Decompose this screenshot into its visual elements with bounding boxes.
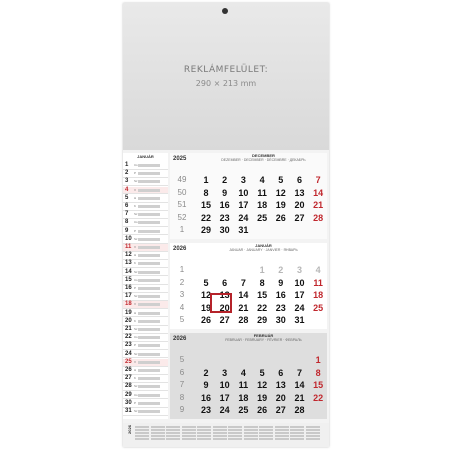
calendar-day[interactable]: 23 bbox=[200, 405, 211, 415]
strip-note-line bbox=[138, 172, 160, 175]
strip-day-number: 22 bbox=[125, 334, 132, 341]
weekday-header bbox=[271, 256, 291, 264]
month-panel-january bbox=[170, 243, 327, 329]
strip-day-number: 19 bbox=[125, 309, 132, 316]
mini-month bbox=[135, 425, 149, 445]
calendar-day[interactable]: 22 bbox=[200, 212, 211, 223]
strip-day-number: 30 bbox=[125, 399, 132, 406]
calendar-day[interactable]: 30 bbox=[219, 225, 230, 235]
strip-day-number: 9 bbox=[125, 227, 129, 234]
calendar-day[interactable]: 29 bbox=[257, 315, 268, 325]
calendar-day[interactable]: 11 bbox=[257, 187, 267, 198]
mini-month bbox=[290, 425, 304, 445]
strip-day-number: 27 bbox=[125, 375, 132, 382]
strip-weekday: Cs bbox=[134, 335, 138, 340]
strip-weekday: H bbox=[134, 195, 137, 200]
weekday-header bbox=[290, 256, 310, 264]
daily-notes-strip bbox=[123, 153, 168, 419]
strip-day-number: 15 bbox=[125, 276, 132, 283]
calendar-day[interactable]: 17 bbox=[294, 290, 305, 300]
strip-day-row bbox=[123, 269, 168, 277]
calendar-day[interactable]: 11 bbox=[313, 277, 323, 288]
calendar-day[interactable]: 25 bbox=[313, 302, 324, 313]
calendar-day[interactable]: 16 bbox=[275, 290, 286, 300]
weekday-header bbox=[252, 166, 272, 174]
mini-month bbox=[151, 425, 165, 445]
strip-day-row bbox=[123, 351, 168, 359]
strip-weekday: Cs bbox=[134, 277, 138, 282]
calendar-day[interactable]: 31 bbox=[294, 315, 305, 325]
strip-note-line bbox=[138, 189, 160, 192]
calendar-day[interactable]: 1 bbox=[203, 175, 209, 185]
calendar-day[interactable]: 13 bbox=[275, 380, 286, 390]
strip-note-line bbox=[138, 320, 160, 323]
calendar-day[interactable]: 25 bbox=[238, 405, 249, 415]
strip-weekday: Cs bbox=[134, 392, 138, 397]
week-number: 50 bbox=[177, 187, 187, 197]
calendar-day[interactable]: 9 bbox=[203, 380, 209, 390]
strip-weekday: Sz bbox=[134, 327, 138, 331]
strip-day-number: 8 bbox=[125, 219, 129, 226]
month-year: 2026 bbox=[173, 246, 187, 252]
strip-day-row bbox=[123, 162, 168, 170]
strip-day-row bbox=[123, 334, 168, 342]
current-day-marker[interactable] bbox=[210, 293, 232, 313]
strip-weekday: P bbox=[134, 343, 137, 348]
strip-day-number: 14 bbox=[125, 268, 132, 275]
advertising-area bbox=[123, 3, 329, 150]
strip-day-row bbox=[123, 310, 168, 318]
strip-note-line bbox=[138, 344, 160, 347]
strip-weekday: P bbox=[134, 400, 137, 405]
weekday-header bbox=[196, 346, 216, 354]
week-number: 9 bbox=[179, 405, 185, 414]
calendar-day[interactable]: 17 bbox=[219, 392, 230, 403]
weekday-header bbox=[215, 256, 235, 264]
calendar-day[interactable]: 4 bbox=[240, 367, 246, 378]
strip-note-line bbox=[138, 180, 160, 183]
calendar-day[interactable]: 12 bbox=[200, 290, 211, 300]
calendar-day[interactable]: 27 bbox=[294, 212, 305, 223]
calendar-day[interactable]: 7 bbox=[240, 277, 246, 288]
calendar-day[interactable]: 14 bbox=[294, 380, 305, 390]
calendar-day[interactable]: 4 bbox=[315, 265, 321, 275]
week-number: 7 bbox=[179, 380, 185, 389]
calendar-day[interactable]: 24 bbox=[294, 302, 305, 313]
strip-note-line bbox=[138, 369, 160, 372]
strip-note-line bbox=[138, 238, 160, 241]
calendar-day[interactable]: 10 bbox=[238, 187, 249, 198]
strip-note-line bbox=[138, 279, 160, 282]
strip-weekday: P bbox=[134, 286, 137, 290]
strip-note-line bbox=[138, 271, 160, 274]
weekday-header bbox=[308, 256, 328, 264]
strip-note-line bbox=[138, 164, 160, 167]
strip-note-line bbox=[138, 254, 160, 257]
mini-month bbox=[182, 425, 196, 445]
month-panel-december bbox=[170, 153, 327, 239]
strip-weekday: Sz bbox=[134, 179, 138, 184]
strip-day-row bbox=[123, 293, 168, 301]
ad-area-title: REKLÁMFELÜLET: bbox=[183, 65, 269, 75]
weekday-header bbox=[196, 256, 216, 264]
week-number: 5 bbox=[179, 315, 185, 324]
calendar-day[interactable]: 10 bbox=[294, 277, 305, 288]
strip-note-line bbox=[138, 205, 160, 208]
strip-note-line bbox=[138, 336, 160, 339]
strip-weekday: Sz bbox=[134, 384, 138, 389]
calendar-day[interactable]: 1 bbox=[315, 355, 321, 365]
calendar-day[interactable]: 5 bbox=[259, 367, 265, 378]
calendar-day[interactable]: 31 bbox=[238, 225, 249, 235]
calendar-day[interactable]: 21 bbox=[294, 392, 305, 403]
strip-note-line bbox=[138, 221, 160, 224]
strip-day-number: 26 bbox=[125, 367, 132, 373]
week-number: 1 bbox=[179, 265, 185, 274]
strip-weekday: P bbox=[134, 228, 137, 233]
calendar-day[interactable]: 19 bbox=[257, 392, 268, 403]
calendar-day[interactable]: 16 bbox=[200, 392, 211, 403]
calendar-day[interactable]: 25 bbox=[257, 212, 268, 223]
week-number: 3 bbox=[179, 290, 185, 299]
calendar-day[interactable]: 3 bbox=[296, 265, 302, 275]
strip-note-line bbox=[138, 303, 160, 306]
strip-note-line bbox=[138, 410, 160, 413]
strip-day-row bbox=[123, 260, 168, 268]
calendar-day[interactable]: 23 bbox=[219, 212, 230, 223]
strip-note-line bbox=[138, 353, 160, 356]
strip-day-number: 3 bbox=[125, 178, 129, 185]
strip-weekday: V bbox=[134, 302, 137, 307]
month-name: FEBRUÁR bbox=[253, 333, 274, 338]
weekday-header bbox=[271, 346, 291, 354]
strip-day-number: 28 bbox=[125, 383, 132, 390]
calendar-day[interactable]: 26 bbox=[257, 405, 268, 415]
mini-month bbox=[166, 425, 180, 445]
strip-day-number: 6 bbox=[125, 203, 129, 209]
strip-note-line bbox=[138, 213, 160, 216]
weekday-header bbox=[290, 346, 310, 354]
calendar-day[interactable]: 21 bbox=[238, 302, 249, 313]
calendar-day[interactable]: 20 bbox=[294, 200, 305, 210]
strip-weekday: P bbox=[134, 171, 137, 176]
strip-day-row bbox=[123, 408, 168, 416]
strip-day-row bbox=[123, 392, 168, 400]
strip-day-number: 17 bbox=[125, 293, 132, 300]
calendar-day[interactable]: 9 bbox=[222, 187, 228, 198]
strip-note-line bbox=[138, 230, 160, 233]
mini-month bbox=[306, 425, 320, 445]
month-header bbox=[170, 153, 327, 166]
calendar-day[interactable]: 9 bbox=[278, 277, 284, 288]
strip-note-line bbox=[138, 402, 160, 405]
weekday-header bbox=[308, 346, 328, 354]
strip-day-number: 20 bbox=[125, 317, 132, 324]
weekday-header bbox=[290, 166, 310, 174]
strip-day-row bbox=[123, 228, 168, 236]
weekday-header bbox=[252, 346, 272, 354]
weekday-header bbox=[252, 256, 272, 264]
weekday-header bbox=[196, 166, 216, 174]
calendar-day[interactable]: 8 bbox=[315, 367, 321, 378]
hanging-hole-icon bbox=[222, 8, 228, 14]
weekday-header bbox=[271, 166, 291, 174]
strip-day-row bbox=[123, 285, 168, 293]
calendar-day[interactable]: 12 bbox=[257, 380, 268, 390]
calendar-day[interactable]: 22 bbox=[313, 392, 324, 403]
week-number: 1 bbox=[179, 225, 185, 234]
calendar-day[interactable]: 28 bbox=[313, 212, 324, 223]
strip-day-row bbox=[123, 277, 168, 285]
week-number: 2 bbox=[179, 277, 185, 287]
strip-note-line bbox=[138, 312, 160, 315]
strip-day-number: 21 bbox=[125, 326, 132, 332]
calendar-day[interactable]: 2 bbox=[278, 265, 284, 275]
calendar-day[interactable]: 6 bbox=[296, 175, 302, 185]
weekday-header bbox=[233, 256, 253, 264]
calendar-day[interactable]: 28 bbox=[238, 315, 249, 325]
calendar-day[interactable]: 5 bbox=[203, 277, 209, 288]
strip-day-number: 13 bbox=[125, 260, 132, 267]
week-number: 4 bbox=[179, 302, 185, 312]
calendar-day[interactable]: 18 bbox=[238, 392, 249, 403]
strip-note-line bbox=[138, 287, 160, 290]
strip-weekday: Sz bbox=[134, 212, 138, 217]
strip-day-row bbox=[123, 178, 168, 186]
strip-weekday: V bbox=[134, 245, 137, 249]
strip-weekday: Sz bbox=[134, 236, 138, 241]
calendar-day[interactable]: 26 bbox=[200, 315, 211, 325]
weekday-header bbox=[215, 166, 235, 174]
strip-day-row bbox=[123, 326, 168, 334]
strip-day-number: 29 bbox=[125, 391, 132, 398]
calendar-day[interactable]: 15 bbox=[313, 380, 324, 390]
calendar-day[interactable]: 6 bbox=[222, 277, 228, 288]
calendar-day[interactable]: 18 bbox=[257, 200, 268, 210]
strip-day-row bbox=[123, 244, 168, 252]
strip-note-line bbox=[138, 328, 160, 331]
calendar-day[interactable]: 2 bbox=[203, 367, 209, 378]
calendar-day[interactable]: 22 bbox=[257, 302, 268, 313]
strip-day-row bbox=[123, 359, 168, 367]
month-header bbox=[170, 333, 327, 346]
calendar-day[interactable]: 18 bbox=[313, 290, 324, 300]
mini-month bbox=[244, 425, 258, 445]
calendar-day[interactable]: 24 bbox=[219, 405, 230, 415]
calendar-day[interactable]: 17 bbox=[238, 200, 249, 210]
mini-month bbox=[275, 425, 289, 445]
strip-day-number: 16 bbox=[125, 285, 132, 291]
calendar-day[interactable]: 5 bbox=[278, 175, 284, 185]
strip-weekday: Sz bbox=[134, 269, 138, 274]
calendar-day[interactable]: 30 bbox=[275, 315, 286, 325]
calendar-day[interactable]: 21 bbox=[313, 200, 324, 210]
weekday-header bbox=[233, 166, 253, 174]
strip-weekday: H bbox=[134, 310, 137, 315]
week-number: 5 bbox=[179, 355, 185, 364]
calendar-day[interactable]: 13 bbox=[294, 187, 305, 198]
calendar-day[interactable]: 27 bbox=[219, 315, 230, 325]
calendar-day[interactable]: 4 bbox=[259, 175, 265, 185]
strip-day-row bbox=[123, 187, 168, 195]
calendar-day[interactable]: 16 bbox=[219, 200, 230, 210]
strip-weekday: H bbox=[134, 253, 137, 258]
mini-month bbox=[213, 425, 227, 445]
mini-month bbox=[228, 425, 242, 445]
calendar-day[interactable]: 19 bbox=[275, 200, 286, 210]
calendar-day[interactable]: 20 bbox=[275, 392, 286, 403]
strip-weekday: Cs bbox=[134, 220, 138, 225]
strip-day-row bbox=[123, 301, 168, 309]
strip-day-row bbox=[123, 219, 168, 227]
strip-day-row bbox=[123, 170, 168, 178]
week-number: 49 bbox=[177, 175, 187, 184]
calendar-day[interactable]: 8 bbox=[259, 277, 265, 288]
week-number: 8 bbox=[179, 392, 185, 402]
calendar-day[interactable]: 26 bbox=[275, 212, 286, 223]
strip-day-number: 2 bbox=[125, 170, 129, 177]
month-year: 2026 bbox=[173, 336, 187, 342]
strip-weekday: Sz bbox=[134, 409, 138, 413]
ad-area-size: 290 × 213 mm bbox=[195, 79, 257, 88]
mini-month bbox=[197, 425, 211, 445]
strip-weekday: K bbox=[134, 376, 137, 381]
strip-month-title: JANUÁR bbox=[137, 154, 154, 159]
strip-note-line bbox=[138, 377, 160, 380]
strip-day-row bbox=[123, 383, 168, 391]
strip-day-row bbox=[123, 342, 168, 350]
strip-day-row bbox=[123, 400, 168, 408]
strip-weekday: K bbox=[134, 318, 137, 323]
strip-weekday: H bbox=[134, 368, 137, 372]
strip-day-number: 11 bbox=[125, 244, 132, 250]
calendar-day[interactable]: 3 bbox=[222, 367, 228, 378]
calendar-day[interactable]: 2 bbox=[222, 175, 228, 185]
calendar-day[interactable]: 13 bbox=[219, 290, 230, 300]
month-name: DECEMBER bbox=[252, 153, 275, 158]
strip-note-line bbox=[138, 262, 160, 265]
strip-day-number: 1 bbox=[125, 162, 129, 168]
strip-day-row bbox=[123, 367, 168, 375]
strip-note-line bbox=[138, 385, 160, 388]
weekday-header bbox=[308, 166, 328, 174]
month-header bbox=[170, 243, 327, 256]
strip-weekday: Sz bbox=[134, 351, 138, 356]
calendar-day[interactable]: 15 bbox=[257, 290, 268, 300]
calendar-day[interactable]: 14 bbox=[238, 290, 249, 300]
yearly-overview-year: 2026 bbox=[126, 425, 132, 434]
strip-day-number: 5 bbox=[125, 194, 129, 201]
strip-day-number: 18 bbox=[125, 301, 132, 308]
week-number: 51 bbox=[177, 200, 187, 209]
strip-day-number: 25 bbox=[125, 358, 132, 365]
calendar-day[interactable]: 1 bbox=[259, 265, 265, 275]
strip-note-line bbox=[138, 394, 160, 397]
strip-day-number: 4 bbox=[125, 186, 129, 193]
mini-month bbox=[259, 425, 273, 445]
strip-weekday: K bbox=[134, 261, 137, 266]
strip-day-row bbox=[123, 375, 168, 383]
calendar-day[interactable]: 20 bbox=[219, 302, 230, 313]
calendar-day[interactable]: 8 bbox=[203, 187, 209, 198]
strip-day-row bbox=[123, 252, 168, 260]
calendar-day[interactable]: 10 bbox=[219, 380, 230, 390]
weekday-header bbox=[215, 346, 235, 354]
calendar-day[interactable]: 23 bbox=[275, 302, 286, 313]
month-name-translations: FEBRUAR · FEBRUARY · FÉVRIER · ФЕВРАЛЬ bbox=[225, 338, 302, 342]
calendar-day[interactable]: 28 bbox=[294, 405, 305, 415]
strip-weekday: Cs bbox=[134, 163, 138, 167]
strip-day-number: 10 bbox=[125, 235, 132, 242]
week-number: 52 bbox=[177, 212, 187, 222]
calendar-day[interactable]: 24 bbox=[238, 212, 249, 223]
calendar-day[interactable]: 27 bbox=[275, 405, 286, 415]
strip-note-line bbox=[138, 361, 160, 364]
calendar-day[interactable]: 11 bbox=[238, 380, 249, 390]
weekday-header bbox=[233, 346, 253, 354]
strip-day-number: 23 bbox=[125, 342, 132, 349]
strip-note-line bbox=[138, 197, 160, 200]
strip-note-line bbox=[138, 246, 160, 249]
strip-day-number: 7 bbox=[125, 211, 129, 218]
strip-weekday: K bbox=[134, 204, 137, 208]
month-year: 2025 bbox=[173, 156, 187, 162]
strip-day-row bbox=[123, 318, 168, 326]
strip-day-number: 31 bbox=[125, 408, 132, 414]
strip-weekday: V bbox=[134, 187, 137, 192]
strip-day-row bbox=[123, 236, 168, 244]
calendar-day[interactable]: 19 bbox=[200, 302, 211, 313]
month-name-translations: DEZEMBER · DECEMBER · DÉCEMBRE · ДЕКАБРЬ bbox=[221, 158, 306, 162]
strip-weekday: V bbox=[134, 359, 137, 364]
strip-day-row bbox=[123, 211, 168, 219]
strip-weekday: Sz bbox=[134, 294, 138, 299]
strip-day-number: 24 bbox=[125, 350, 132, 357]
calendar-day[interactable]: 14 bbox=[313, 187, 324, 198]
yearly-overview-strip bbox=[123, 423, 329, 447]
calendar-day[interactable]: 15 bbox=[200, 200, 211, 210]
strip-day-row bbox=[123, 195, 168, 203]
calendar-day[interactable]: 7 bbox=[296, 367, 302, 378]
strip-day-row bbox=[123, 203, 168, 211]
calendar-day[interactable]: 7 bbox=[315, 175, 321, 185]
strip-day-number: 12 bbox=[125, 252, 132, 259]
calendar-day[interactable]: 29 bbox=[200, 225, 211, 235]
calendar-day[interactable]: 6 bbox=[278, 367, 284, 378]
strip-note-line bbox=[138, 295, 160, 298]
month-panel-february bbox=[170, 333, 327, 419]
week-number: 6 bbox=[179, 367, 185, 377]
month-name-translations: JANUAR · JANUARY · JANVIER · ЯНВАРЬ bbox=[229, 248, 298, 252]
calendar-day[interactable]: 12 bbox=[275, 187, 286, 198]
calendar-day[interactable]: 3 bbox=[240, 175, 246, 185]
month-name: JANUÁR bbox=[255, 243, 272, 248]
